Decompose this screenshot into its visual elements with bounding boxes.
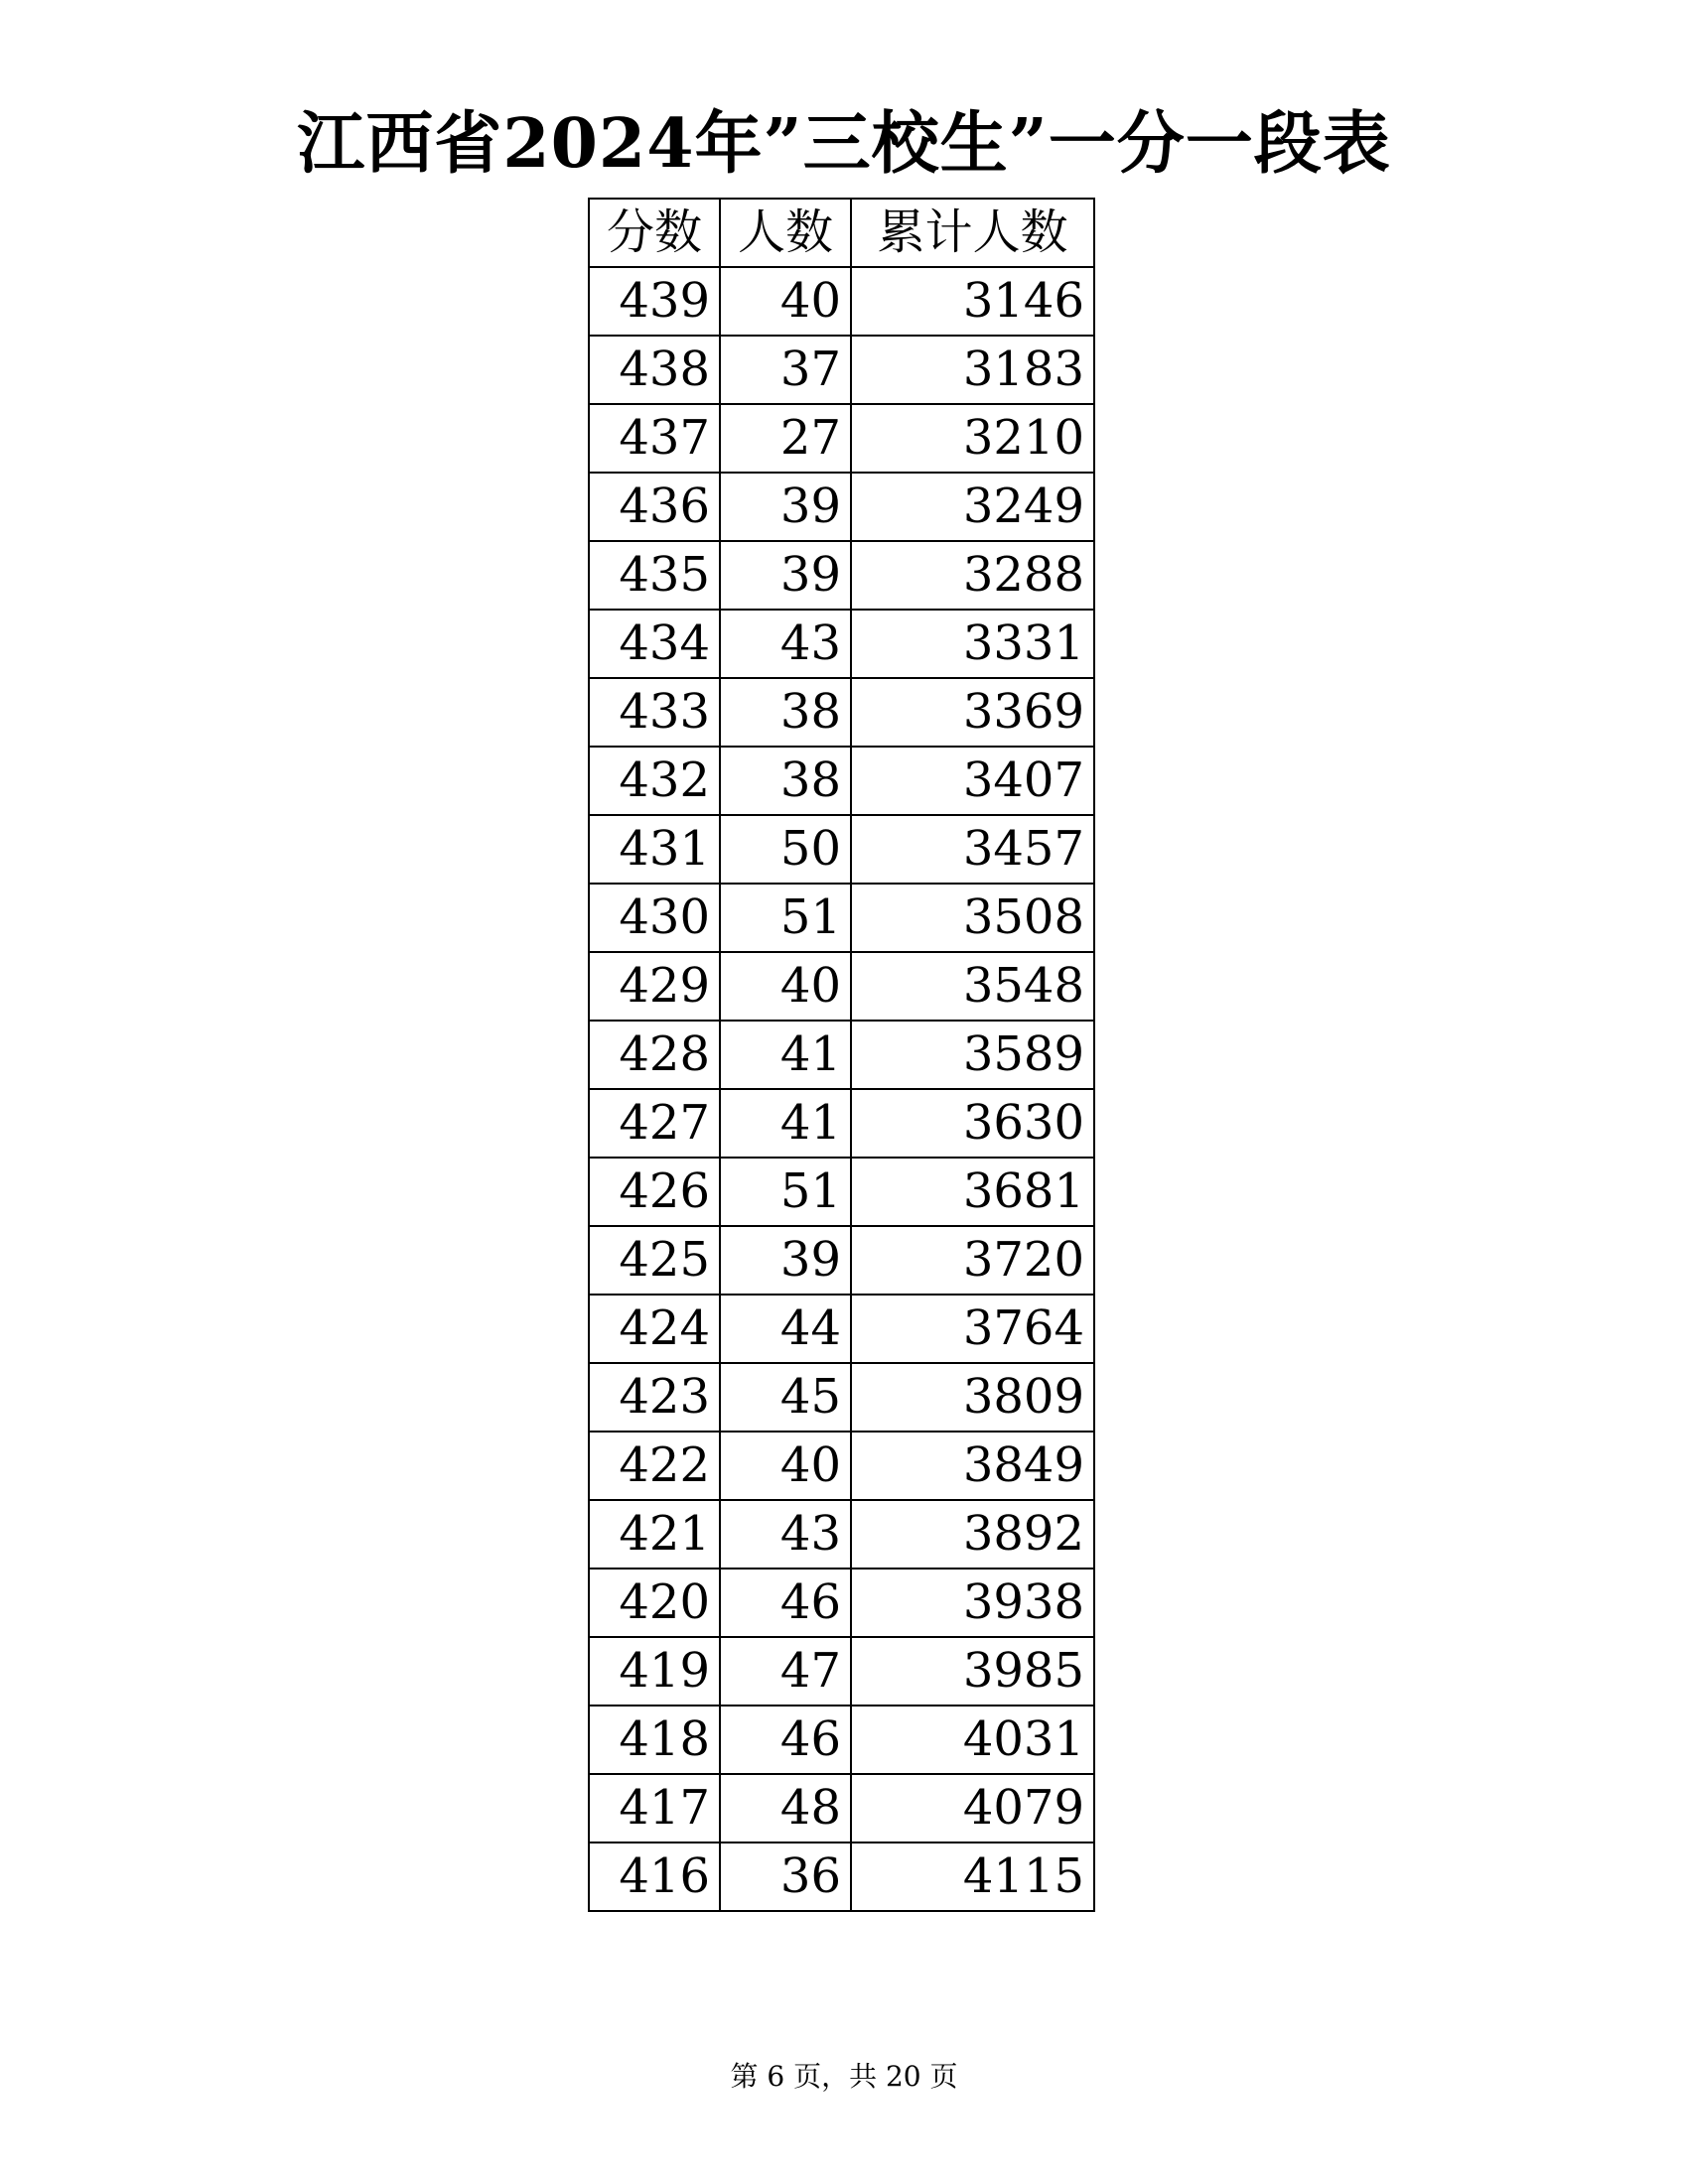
cell-count: 51 (720, 1158, 851, 1226)
cell-score: 439 (589, 267, 720, 336)
cell-count: 48 (720, 1774, 851, 1843)
table-row (589, 1774, 1094, 1843)
table-row (589, 678, 1094, 747)
cell-score: 426 (589, 1158, 720, 1226)
cell-score: 438 (589, 336, 720, 404)
cell-score: 434 (589, 610, 720, 678)
cell-cumulative: 3183 (851, 336, 1094, 404)
table-header-row (589, 199, 1094, 267)
cell-score: 436 (589, 473, 720, 541)
header-cumulative: 累计人数 (851, 199, 1094, 267)
table-row (589, 1843, 1094, 1911)
table-row (589, 815, 1094, 884)
table-row (589, 473, 1094, 541)
cell-count: 27 (720, 404, 851, 473)
table-row (589, 884, 1094, 952)
cell-cumulative: 3548 (851, 952, 1094, 1021)
header-score: 分数 (589, 199, 720, 267)
table-row (589, 1226, 1094, 1295)
cell-cumulative: 3892 (851, 1500, 1094, 1569)
table-row (589, 336, 1094, 404)
cell-count: 39 (720, 1226, 851, 1295)
table-row (589, 267, 1094, 336)
cell-cumulative: 3985 (851, 1637, 1094, 1706)
cell-count: 51 (720, 884, 851, 952)
table-row (589, 1295, 1094, 1363)
cell-score: 416 (589, 1843, 720, 1911)
cell-count: 39 (720, 541, 851, 610)
cell-cumulative: 3407 (851, 747, 1094, 815)
cell-score: 423 (589, 1363, 720, 1432)
cell-score: 435 (589, 541, 720, 610)
cell-cumulative: 3630 (851, 1089, 1094, 1158)
cell-cumulative: 3720 (851, 1226, 1094, 1295)
table-row (589, 1158, 1094, 1226)
cell-count: 46 (720, 1706, 851, 1774)
score-table (588, 198, 1095, 1912)
cell-cumulative: 3764 (851, 1295, 1094, 1363)
cell-score: 428 (589, 1021, 720, 1089)
cell-count: 40 (720, 952, 851, 1021)
cell-cumulative: 4115 (851, 1843, 1094, 1911)
cell-count: 43 (720, 1500, 851, 1569)
cell-cumulative: 4079 (851, 1774, 1094, 1843)
cell-count: 46 (720, 1569, 851, 1637)
cell-cumulative: 3508 (851, 884, 1094, 952)
table-row (589, 1500, 1094, 1569)
cell-cumulative: 3369 (851, 678, 1094, 747)
cell-score: 417 (589, 1774, 720, 1843)
cell-cumulative: 3457 (851, 815, 1094, 884)
cell-score: 424 (589, 1295, 720, 1363)
cell-count: 36 (720, 1843, 851, 1911)
cell-count: 45 (720, 1363, 851, 1432)
cell-score: 427 (589, 1089, 720, 1158)
cell-count: 43 (720, 610, 851, 678)
table-row (589, 952, 1094, 1021)
page-footer: 第 6 页，共 20 页 (730, 2060, 958, 2093)
table-row (589, 747, 1094, 815)
cell-cumulative: 3288 (851, 541, 1094, 610)
cell-cumulative: 3146 (851, 267, 1094, 336)
cell-score: 430 (589, 884, 720, 952)
score-table-container (588, 198, 1095, 1912)
cell-count: 50 (720, 815, 851, 884)
table-row (589, 1569, 1094, 1637)
cell-count: 41 (720, 1021, 851, 1089)
page-title: 江西省2024年”三校生”一分一段表 (297, 104, 1391, 184)
cell-score: 437 (589, 404, 720, 473)
table-row (589, 1089, 1094, 1158)
cell-score: 422 (589, 1432, 720, 1500)
cell-count: 47 (720, 1637, 851, 1706)
table-row (589, 541, 1094, 610)
cell-count: 37 (720, 336, 851, 404)
cell-count: 38 (720, 678, 851, 747)
cell-count: 41 (720, 1089, 851, 1158)
table-row (589, 1637, 1094, 1706)
cell-count: 38 (720, 747, 851, 815)
table-row (589, 1432, 1094, 1500)
cell-cumulative: 3681 (851, 1158, 1094, 1226)
table-row (589, 1363, 1094, 1432)
cell-count: 44 (720, 1295, 851, 1363)
cell-cumulative: 3331 (851, 610, 1094, 678)
cell-cumulative: 3210 (851, 404, 1094, 473)
cell-count: 40 (720, 1432, 851, 1500)
cell-score: 431 (589, 815, 720, 884)
cell-cumulative: 4031 (851, 1706, 1094, 1774)
cell-cumulative: 3589 (851, 1021, 1094, 1089)
cell-score: 421 (589, 1500, 720, 1569)
cell-cumulative: 3809 (851, 1363, 1094, 1432)
table-row (589, 1021, 1094, 1089)
cell-score: 420 (589, 1569, 720, 1637)
cell-score: 429 (589, 952, 720, 1021)
cell-cumulative: 3938 (851, 1569, 1094, 1637)
cell-score: 432 (589, 747, 720, 815)
table-row (589, 610, 1094, 678)
table-body (589, 267, 1094, 1911)
header-count: 人数 (720, 199, 851, 267)
cell-score: 433 (589, 678, 720, 747)
cell-cumulative: 3249 (851, 473, 1094, 541)
cell-score: 419 (589, 1637, 720, 1706)
table-row (589, 404, 1094, 473)
cell-count: 39 (720, 473, 851, 541)
cell-cumulative: 3849 (851, 1432, 1094, 1500)
cell-count: 40 (720, 267, 851, 336)
table-row (589, 1706, 1094, 1774)
cell-score: 418 (589, 1706, 720, 1774)
cell-score: 425 (589, 1226, 720, 1295)
